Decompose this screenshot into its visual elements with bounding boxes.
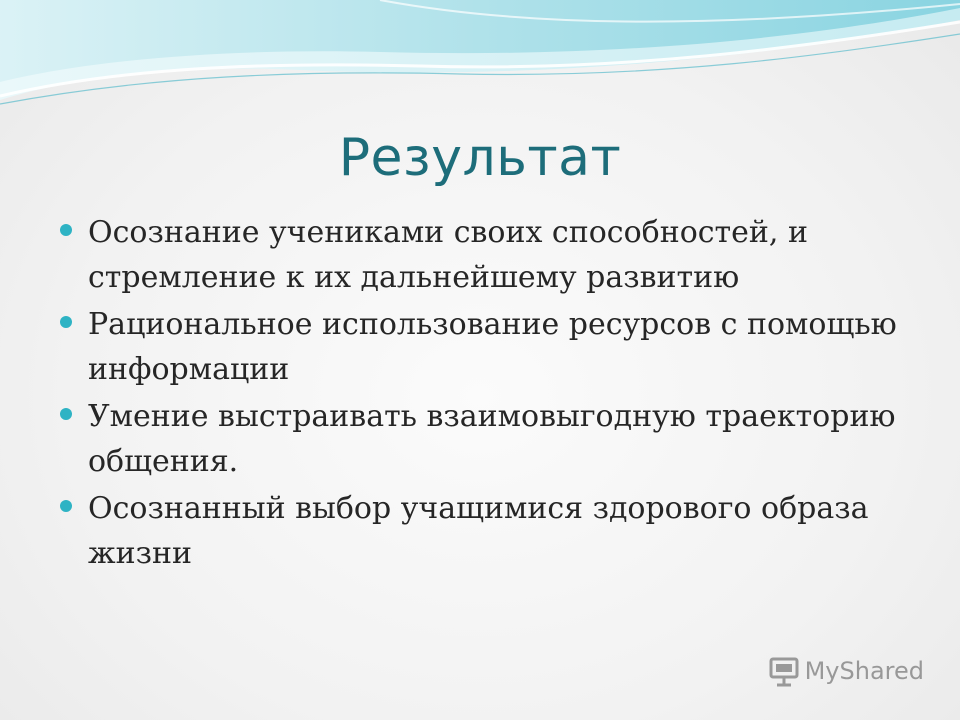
bullet-dot-icon [60, 224, 72, 236]
bullet-dot-icon [60, 316, 72, 328]
bullet-text: Умение выстраивать взаимовыгодную траекторию общения. [88, 399, 896, 479]
presentation-board-icon [767, 654, 801, 688]
header-wave-decoration [0, 0, 960, 120]
watermark [767, 654, 924, 688]
slide-title: Результат [338, 128, 622, 188]
bullet-text: Осознанный выбор учащимися здорового образа жизни [88, 491, 869, 571]
bullet-item [60, 302, 910, 392]
bullet-item [60, 210, 910, 300]
bullet-item [60, 394, 910, 484]
bullet-text: Осознание учениками своих способностей, и стремление к их дальнейшему развитию [88, 215, 808, 295]
bullet-item [60, 486, 910, 576]
bullet-dot-icon [60, 408, 72, 420]
bullet-dot-icon [60, 500, 72, 512]
bullet-text: Рациональное использование ресурсов с помощью информации [88, 307, 897, 387]
watermark-text: MyShared [804, 657, 924, 685]
bullet-list [60, 210, 910, 578]
